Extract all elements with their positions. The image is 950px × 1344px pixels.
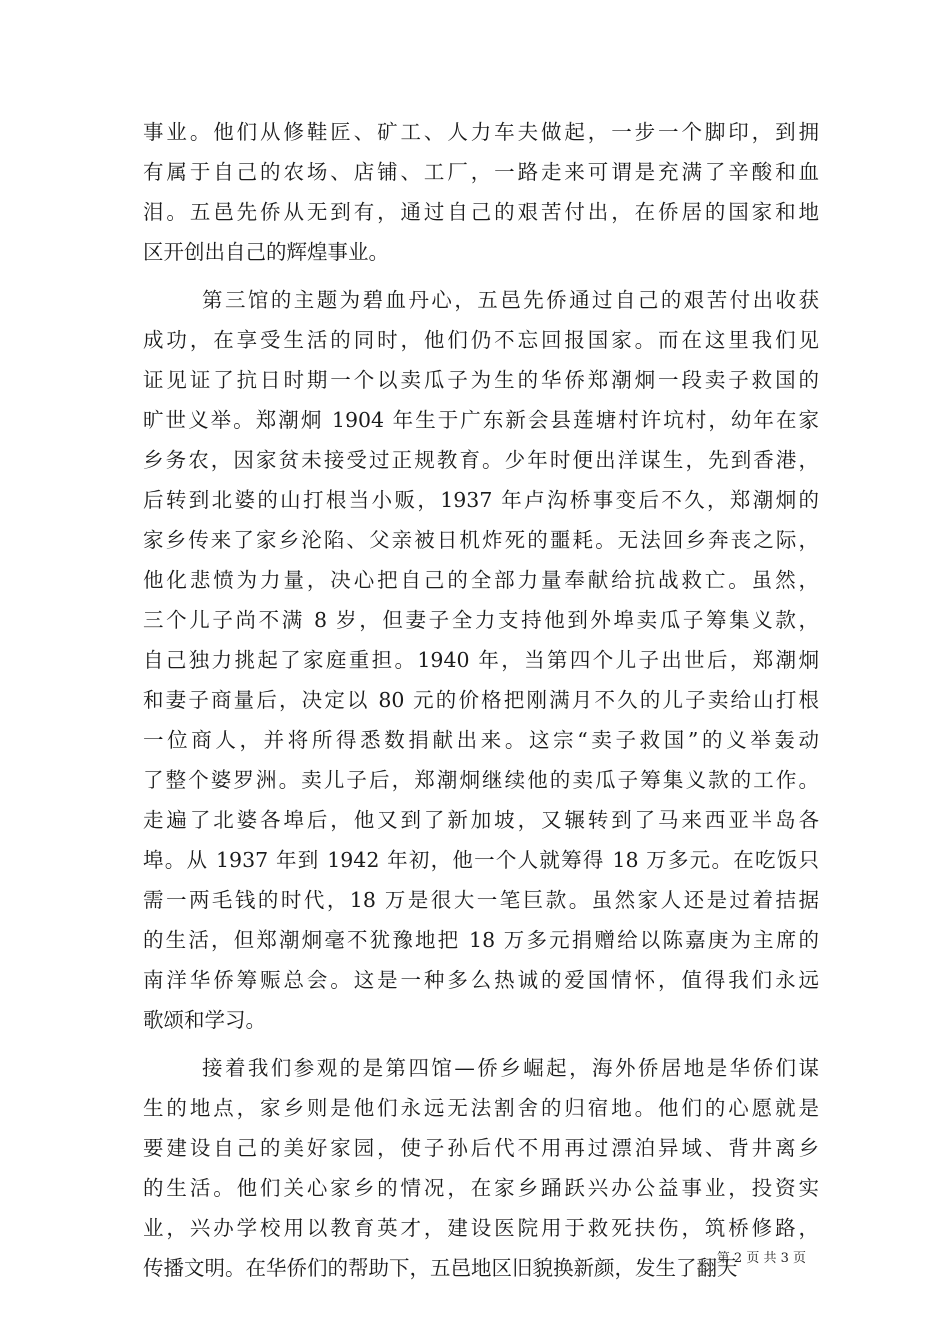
paragraph-2-line-19: 歌颂和学习。	[143, 1008, 266, 1032]
paragraph-2-line-18: 南洋华侨筹赈总会。这是一种多么热诚的爱国情怀，值得我们永远	[143, 968, 819, 992]
paragraph-1-line-2: 有属于自己的农场、店铺、工厂，一路走来可谓是充满了辛酸和血	[143, 160, 819, 184]
paragraph-1-line-3: 泪。五邑先侨从无到有，通过自己的艰苦付出，在侨居的国家和地	[143, 200, 819, 224]
paragraph-2-line-6: 后转到北婆的山打根当小贩，1937 年卢沟桥事变后不久，郑潮炯的	[143, 488, 819, 512]
paragraph-2-line-2: 成功，在享受生活的同时，他们仍不忘回报国家。而在这里我们见	[143, 328, 819, 352]
paragraph-2-line-5: 乡务农，因家贫未接受过正规教育。少年时便出洋谋生，先到香港，	[143, 448, 819, 472]
paragraph-2-line-16: 需一两毛钱的时代，18 万是很大一笔巨款。虽然家人还是过着拮据	[143, 888, 819, 912]
paragraph-2-line-8: 他化悲愤为力量，决心把自己的全部力量奉献给抗战救亡。虽然，	[143, 568, 819, 592]
paragraph-1-line-1: 事业。他们从修鞋匠、矿工、人力车夫做起，一步一个脚印，到拥	[143, 120, 819, 144]
paragraph-3-line-4: 的生活。他们关心家乡的情况，在家乡踊跃兴办公益事业，投资实	[143, 1176, 819, 1200]
paragraph-3-line-3: 要建设自己的美好家园，使子孙后代不用再过漂泊异域、背井离乡	[143, 1136, 819, 1160]
paragraph-2-line-17: 的生活，但郑潮炯毫不犹豫地把 18 万多元捐赠给以陈嘉庚为主席的	[143, 928, 819, 952]
paragraph-2-line-13: 了整个婆罗洲。卖儿子后，郑潮炯继续他的卖瓜子筹集义款的工作。	[143, 768, 819, 792]
paragraph-3-line-5: 业，兴办学校用以教育英才，建设医院用于救死扶伤，筑桥修路，	[143, 1216, 819, 1240]
paragraph-1-line-4: 区开创出自己的辉煌事业。	[143, 240, 389, 264]
paragraph-2-line-15: 埠。从 1937 年到 1942 年初，他一个人就筹得 18 万多元。在吃饭只	[143, 848, 819, 872]
paragraph-3-line-6: 传播文明。在华侨们的帮助下，五邑地区旧貌换新颜，发生了翻天	[143, 1256, 738, 1280]
paragraph-2-line-3: 证见证了抗日时期一个以卖瓜子为生的华侨郑潮炯一段卖子救国的	[143, 368, 819, 392]
paragraph-2-line-1: 第三馆的主题为碧血丹心，五邑先侨通过自己的艰苦付出收获	[202, 288, 819, 312]
paragraph-2-line-14: 走遍了北婆各埠后，他又到了新加坡，又辗转到了马来西亚半岛各	[143, 808, 819, 832]
paragraph-2-line-7: 家乡传来了家乡沦陷、父亲被日机炸死的噩耗。无法回乡奔丧之际，	[143, 528, 819, 552]
paragraph-2-line-11: 和妻子商量后，决定以 80 元的价格把刚满月不久的儿子卖给山打根	[143, 688, 819, 712]
paragraph-2-line-9: 三个儿子尚不满 8 岁，但妻子全力支持他到外埠卖瓜子筹集义款，	[143, 608, 819, 632]
paragraph-2-line-12: 一位商人，并将所得悉数捐献出来。这宗“卖子救国”的义举轰动	[143, 728, 819, 752]
paragraph-2-line-4: 旷世义举。郑潮炯 1904 年生于广东新会县莲塘村许坑村，幼年在家	[143, 408, 819, 432]
page-number: 第 2 页 共 3 页	[716, 1251, 806, 1266]
paragraph-3-line-1: 接着我们参观的是第四馆—侨乡崛起，海外侨居地是华侨们谋	[202, 1056, 819, 1080]
paragraph-2-line-10: 自己独力挑起了家庭重担。1940 年，当第四个儿子出世后，郑潮炯	[143, 648, 819, 672]
paragraph-3-line-2: 生的地点，家乡则是他们永远无法割舍的归宿地。他们的心愿就是	[143, 1096, 819, 1120]
